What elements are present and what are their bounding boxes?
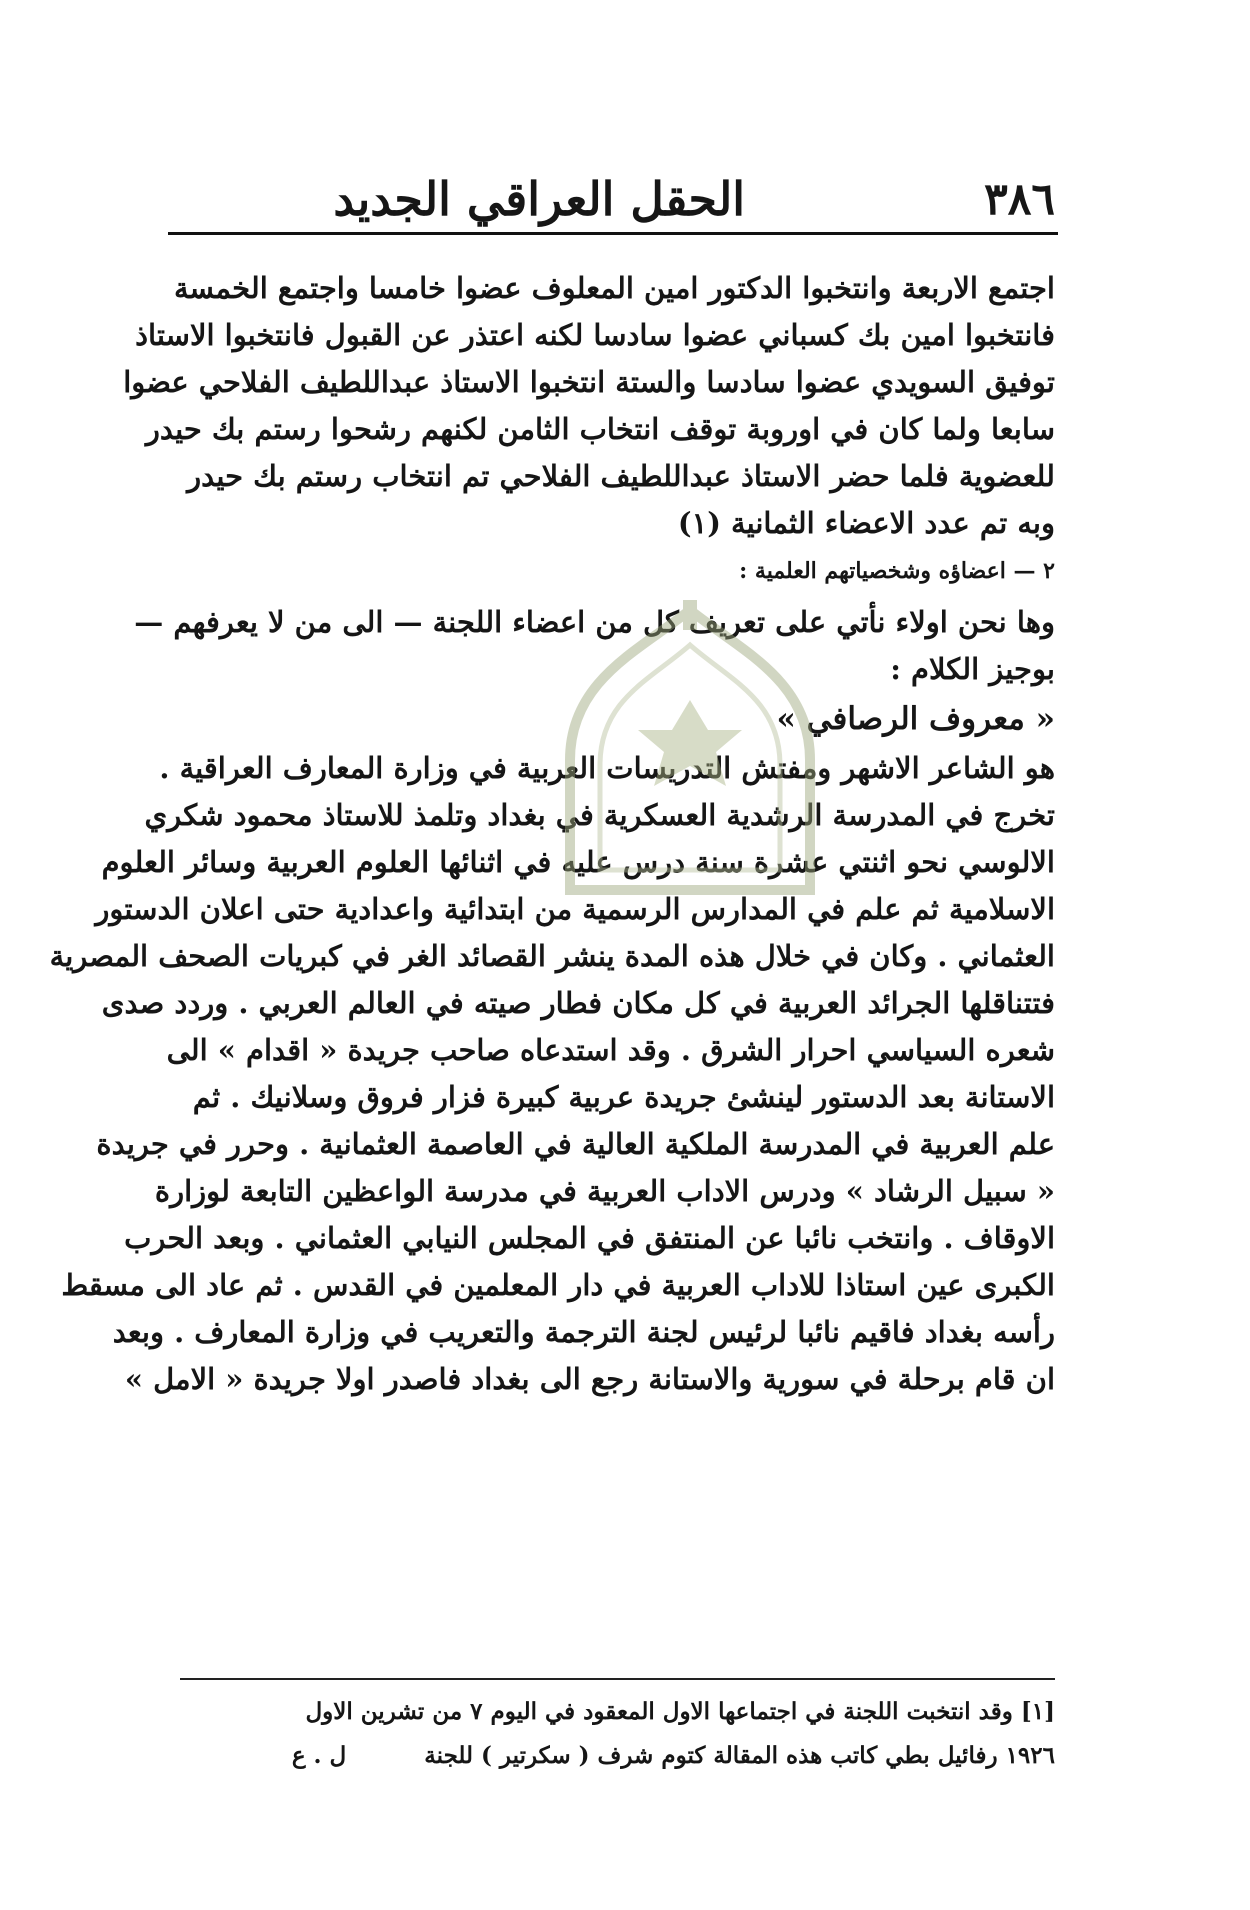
text-line: الاسلامية ثم علم في المدارس الرسمية من ابتدائية واعدادية حتى اعلان الدستور: [95, 892, 1055, 926]
paragraph-intro: [134, 599, 1055, 693]
text-line: توفيق السويدي عضوا سادسا والستة انتخبوا الاستاذ عبداللطيف الفلاحي عضوا: [123, 365, 1055, 399]
text-line: سابعا ولما كان في اوروبة توقف انتخاب الثامن لكنهم رشحوا رستم بك حيدر: [145, 412, 1055, 446]
text-line: الاستانة بعد الدستور لينشئ جريدة عربية كبيرة فزار فروق وسلانيك . ثم: [192, 1080, 1055, 1114]
subject-heading: « معروف الرصافي »: [776, 701, 1055, 737]
text-line: بوجيز الكلام :: [890, 652, 1055, 686]
text-line: وها نحن اولاء نأتي على تعريف كل من اعضاء اللجنة — الى من لا يعرفهم —: [134, 605, 1055, 639]
footnote-line: [١] وقد انتخبت اللجنة في اجتماعها الاول المعقود في اليوم ٧ من تشرين الاول: [305, 1698, 1055, 1725]
footnote-line: [180, 1734, 1055, 1778]
section-heading: ٢ — اعضاؤه وشخصياتهم العلمية :: [739, 558, 1055, 584]
footnote-text: ١٩٢٦ رفائيل بطي كاتب هذه المقالة كتوم شرف ( سكرتير ) للجنة: [424, 1742, 1055, 1769]
text-line: الالوسي نحو اثنتي عشرة سنة درس عليه في اثنائها العلوم العربية وسائر العلوم: [101, 845, 1055, 879]
header-rule: [168, 232, 1058, 235]
text-line: للعضوية فلما حضر الاستاذ عبداللطيف الفلاحي تم انتخاب رستم بك حيدر: [187, 459, 1055, 493]
text-line: الاوقاف . وانتخب نائبا عن المنتفق في المجلس النيابي العثماني . وبعد الحرب: [124, 1221, 1055, 1255]
body-text: [49, 265, 1055, 1403]
text-line: شعره السياسي احرار الشرق . وقد استدعاه صاحب جريدة « اقدام » الى: [166, 1033, 1055, 1067]
text-line: اجتمع الاربعة وانتخبوا الدكتور امين المعلوف عضوا خامسا واجتمع الخمسة: [173, 271, 1055, 305]
footnote-rule: [180, 1678, 1055, 1680]
text-line: علم العربية في المدرسة الملكية العالية في العاصمة العثمانية . وحرر في جريدة: [96, 1127, 1055, 1161]
running-title: الحقل العراقي الجديد: [333, 172, 745, 226]
page-number: ٣٨٦: [984, 174, 1055, 225]
text-line: رأسه بغداد فاقيم نائبا لرئيس لجنة الترجمة والتعريب في وزارة المعارف . وبعد: [112, 1315, 1055, 1349]
page-header: [170, 170, 1055, 230]
footnote: [180, 1690, 1055, 1778]
text-line: هو الشاعر الاشهر ومفتش التدريسات العربية في وزارة المعارف العراقية .: [159, 751, 1055, 785]
text-line: الكبرى عين استاذا للاداب العربية في دار المعلمين في القدس . ثم عاد الى مسقط: [61, 1268, 1055, 1302]
text-line: فانتخبوا امين بك كسباني عضوا سادسا لكنه اعتذر عن القبول فانتخبوا الاستاذ: [135, 318, 1055, 352]
text-line: « سبيل الرشاد » ودرس الاداب العربية في مدرسة الواعظين التابعة لوزارة: [154, 1174, 1055, 1208]
paragraph-membership: [123, 265, 1055, 547]
text-line: ان قام برحلة في سورية والاستانة رجع الى بغداد فاصدر اولا جريدة « الامل »: [124, 1362, 1055, 1396]
text-line: تخرج في المدرسة الرشدية العسكرية في بغداد وتلمذ للاستاذ محمود شكري: [144, 798, 1055, 832]
text-line: العثماني . وكان في خلال هذه المدة ينشر القصائد الغر في كبريات الصحف المصرية: [49, 939, 1055, 973]
text-line: فتتناقلها الجرائد العربية في كل مكان فطار صيته في العالم العربي . وردد صدى: [101, 986, 1055, 1020]
text-line: وبه تم عدد الاعضاء الثمانية (١): [677, 506, 1055, 540]
paragraph-biography: [49, 745, 1055, 1403]
footnote-initials: ل . ع: [291, 1742, 347, 1769]
